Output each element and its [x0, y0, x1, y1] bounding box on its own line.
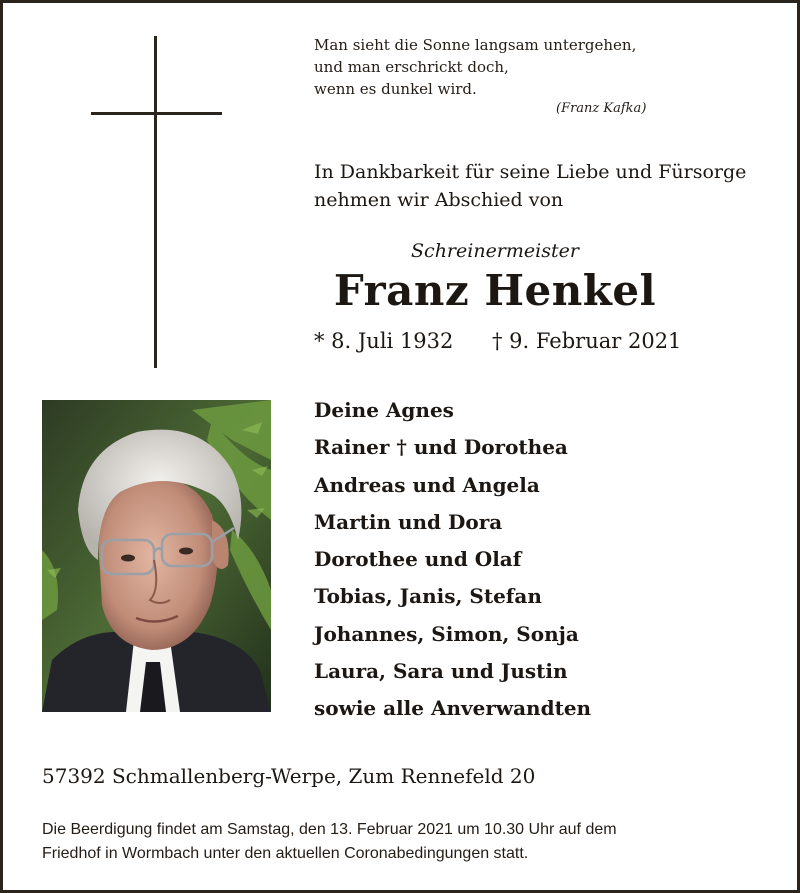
family-member: Andreas und Angela [314, 472, 540, 497]
quote-author: (Franz Kafka) [556, 101, 647, 116]
quote-line: wenn es dunkel wird. [314, 80, 477, 98]
quote-line: Man sieht die Sonne langsam untergehen, [314, 36, 637, 54]
family-member: Tobias, Janis, Stefan [314, 584, 542, 609]
birth-date: * 8. Juli 1932 [314, 329, 454, 353]
kafka-quote [314, 34, 636, 100]
portrait-photo [42, 400, 271, 712]
intro-line: nehmen wir Abschied von [314, 189, 564, 211]
funeral-line: Friedhof in Wormbach unter den aktuellen Coronabedingungen statt. [42, 845, 529, 862]
funeral-info [42, 818, 617, 866]
family-member: Dorothee und Olaf [314, 547, 522, 572]
death-date: † 9. Februar 2021 [492, 329, 682, 353]
family-member: Deine Agnes [314, 398, 454, 422]
quote-line: und man erschrickt doch, [314, 58, 509, 76]
family-address: 57392 Schmallenberg-Werpe, Zum Rennefeld 20 [42, 764, 536, 788]
deceased-name: Franz Henkel [333, 266, 657, 315]
family-member: Laura, Sara und Justin [314, 659, 568, 684]
family-member: Martin und Dora [314, 509, 503, 534]
family-list [314, 392, 591, 728]
deceased-title: Schreinermeister [411, 240, 579, 262]
intro-line: In Dankbarkeit für seine Liebe und Fürsorge [314, 161, 747, 183]
family-member: sowie alle Anverwandten [314, 696, 592, 721]
cross-horizontal-bar [91, 112, 222, 115]
family-member: Johannes, Simon, Sonja [314, 621, 579, 646]
cross-vertical-bar [154, 36, 157, 368]
family-member: Rainer † und Dorothea [314, 435, 568, 460]
funeral-line: Die Beerdigung findet am Samstag, den 13. Februar 2021 um 10.30 Uhr auf dem [42, 821, 617, 838]
intro-text [314, 158, 746, 214]
